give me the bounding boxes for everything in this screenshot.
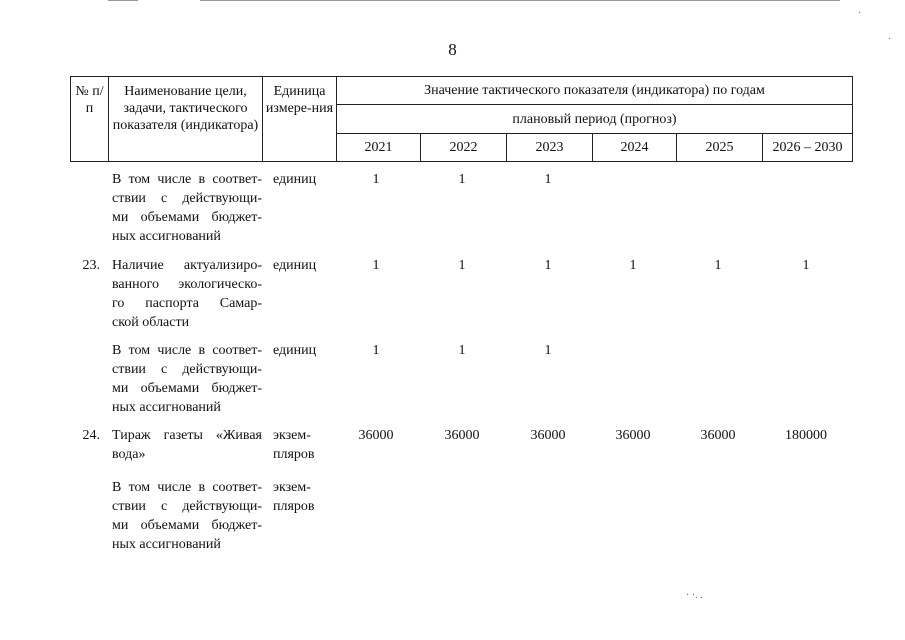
year-2023: 2023 xyxy=(507,134,593,162)
row-name-line: вода» xyxy=(112,447,146,462)
row-name-line: ской области xyxy=(112,315,190,330)
table-header xyxy=(70,76,853,162)
scan-speck: · xyxy=(858,8,862,19)
scan-edge-line xyxy=(108,0,138,1)
row-value-2023: 1 xyxy=(544,172,552,187)
row-value-2023: 36000 xyxy=(530,428,566,443)
scan-edge-line xyxy=(200,0,840,1)
row-unit xyxy=(273,478,335,516)
row-value-2025: 36000 xyxy=(700,428,736,443)
header-values: Значение тактического показателя (индикатора) по годам xyxy=(337,77,853,105)
scan-speck: · xyxy=(888,34,892,45)
row-name-line: ми объемами бюджет- xyxy=(112,381,262,396)
header-subheader: плановый период (прогноз) xyxy=(337,105,853,134)
row-value-20262030: 1 xyxy=(802,258,810,273)
row-unit-line: пляров xyxy=(273,447,315,462)
row-name-line: ных ассигнований xyxy=(112,400,221,415)
scan-speck: · ·. . xyxy=(686,590,703,601)
row-number: 24. xyxy=(82,428,100,443)
row-name-line: В том числе в соответ- xyxy=(112,480,262,495)
row-name-line: В том числе в соответ- xyxy=(112,343,262,358)
row-name-line: ванного экологическо- xyxy=(112,277,262,292)
row-value-2023: 1 xyxy=(544,258,552,273)
row-name xyxy=(112,256,262,332)
row-unit-line: экзем- xyxy=(273,428,311,443)
row-value-2024: 36000 xyxy=(615,428,651,443)
row-name xyxy=(112,341,262,417)
row-name-line: ствии с действующи- xyxy=(112,191,262,206)
row-value-2021: 36000 xyxy=(358,428,394,443)
page-number: 8 xyxy=(448,40,457,59)
year-2024: 2024 xyxy=(593,134,677,162)
row-value-2024: 1 xyxy=(629,258,637,273)
row-value-2022: 1 xyxy=(458,343,466,358)
row-name-line: Наличие актуализиро- xyxy=(112,258,262,273)
header-unit: Единица измере-ния xyxy=(263,77,337,162)
header-name: Наименование цели, задачи, тактического показателя (индикатора) xyxy=(109,77,263,162)
row-name-line: ных ассигнований xyxy=(112,537,221,552)
row-value-2022: 36000 xyxy=(444,428,480,443)
row-unit-line: пляров xyxy=(273,499,315,514)
row-name-line: Тираж газеты «Живая xyxy=(112,428,262,443)
row-unit-line: единиц xyxy=(273,343,317,358)
row-value-2021: 1 xyxy=(372,258,380,273)
row-unit-line: единиц xyxy=(273,258,317,273)
row-unit xyxy=(273,426,335,464)
row-name-line: го паспорта Самар- xyxy=(112,296,262,311)
row-value-20262030: 180000 xyxy=(785,428,827,443)
row-name xyxy=(112,426,262,464)
row-unit xyxy=(273,256,335,275)
row-number: 23. xyxy=(82,258,100,273)
row-unit xyxy=(273,170,335,189)
row-name-line: ствии с действующи- xyxy=(112,362,262,377)
row-unit-line: экзем- xyxy=(273,480,311,495)
year-2025: 2025 xyxy=(677,134,763,162)
row-name-line: ных ассигнований xyxy=(112,229,221,244)
row-unit-line: единиц xyxy=(273,172,317,187)
row-value-2022: 1 xyxy=(458,258,466,273)
row-name xyxy=(112,478,262,554)
row-name xyxy=(112,170,262,246)
row-value-2023: 1 xyxy=(544,343,552,358)
header-num: № п/п xyxy=(71,77,109,162)
year-2022: 2022 xyxy=(421,134,507,162)
row-name-line: В том числе в соответ- xyxy=(112,172,262,187)
row-value-2025: 1 xyxy=(714,258,722,273)
row-value-2021: 1 xyxy=(372,172,380,187)
row-name-line: ми объемами бюджет- xyxy=(112,518,262,533)
row-unit xyxy=(273,341,335,360)
row-name-line: ми объемами бюджет- xyxy=(112,210,262,225)
row-value-2022: 1 xyxy=(458,172,466,187)
year-2021: 2021 xyxy=(337,134,421,162)
row-value-2021: 1 xyxy=(372,343,380,358)
row-name-line: ствии с действующи- xyxy=(112,499,262,514)
year-2026-2030: 2026 – 2030 xyxy=(763,134,853,162)
